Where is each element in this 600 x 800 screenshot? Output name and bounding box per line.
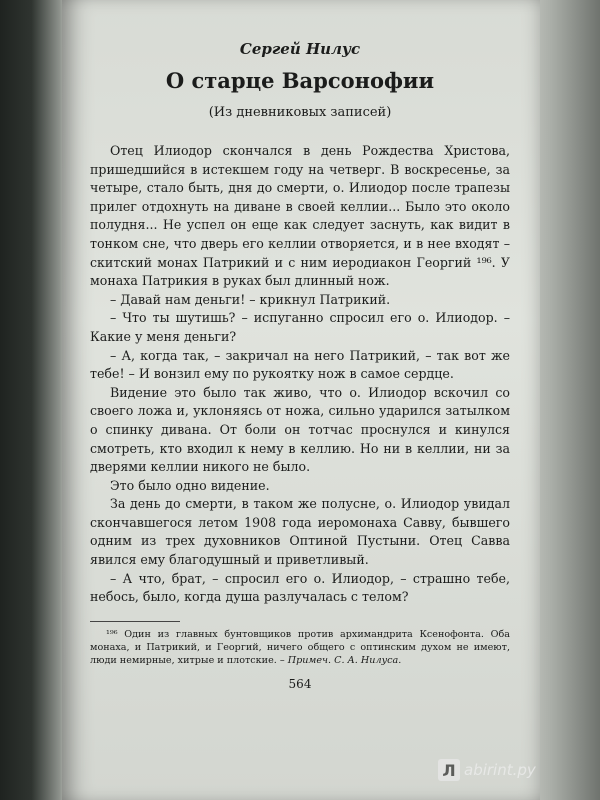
paragraph: – Давай нам деньги! – крикнул Патрикий.: [110, 291, 391, 307]
paragraph: За день до смерти, в таком же полусне, о. Илиодор увидал скончавшегося летом 1908 года иеромонаха Савву, бывшего одним из трех духовников Оптиной Пустыни. Отец Савва явился ему благодушный и приветливый.: [90, 496, 510, 568]
paragraph: Видение это было так живо, что о. Илиодор вскочил со своего ложа и, уклоняясь от ножа, сильно ударился затылком о спинку дивана. От боли он тотчас проснулся и кинулся смотреть, кто входил к нему в келлию. Но ни в келлии, ни за дверями келлии никого не было.: [90, 384, 510, 475]
footnote-divider: [90, 621, 180, 622]
page-number: 564: [288, 676, 312, 691]
chapter-subtitle: (Из дневниковых записей): [208, 105, 392, 120]
book-page: [62, 0, 540, 800]
labirint-logo-icon: Л: [438, 759, 460, 781]
paragraph: – Что ты шутишь? – испуганно спросил его о. Илиодор. – Какие у меня деньги?: [90, 310, 510, 344]
paragraph: – А что, брат, – спросил его о. Илиодор, – страшно тебе, небось, было, когда душа разлучалась с телом?: [90, 570, 510, 605]
watermark: [438, 756, 588, 784]
paragraph: Это было одно видение.: [110, 477, 270, 493]
author-name: Сергей Нилус: [239, 40, 361, 58]
chapter-title: О старце Варсонофии: [165, 68, 435, 93]
page-content: [90, 40, 510, 691]
footnote: [90, 628, 510, 667]
watermark-text: abirint.ру: [464, 761, 536, 779]
paragraph: – А, когда так, – закричал на него Патрикий, – так вот же тебе! – И вонзил ему по рукоятку нож в самое сердце.: [90, 347, 510, 382]
footnote-text: ¹⁹⁶ Один из главных бунтовщиков против архимандрита Ксенофонта. Оба монаха, и Патрикий, и Георгий, ничего общего с оптинским духом не имеют, люди немирные, хитрые и плотские.: [90, 628, 510, 666]
paragraph: Отец Илиодор скончался в день Рождества Христова, пришедшийся в истекшем году на четверг. В воскресенье, за четыре, стало быть, дня до смерти, о. Илиодор после трапезы прилег отдохнуть на диване в своей келлии... Было это около полудня... Не успел он еще как следует заснуть, как видит в тонком сне, что дверь его келлии отворяется, и в нее входят – скитский монах Патрикий и с ним иеродиакон Георгий ¹⁹⁶. У монаха Патрикия в руках был длинный нож.: [90, 143, 510, 289]
book-spine-shadow: [0, 0, 70, 800]
footnote-signature: – Примеч. С. А. Нилуса.: [279, 654, 402, 666]
